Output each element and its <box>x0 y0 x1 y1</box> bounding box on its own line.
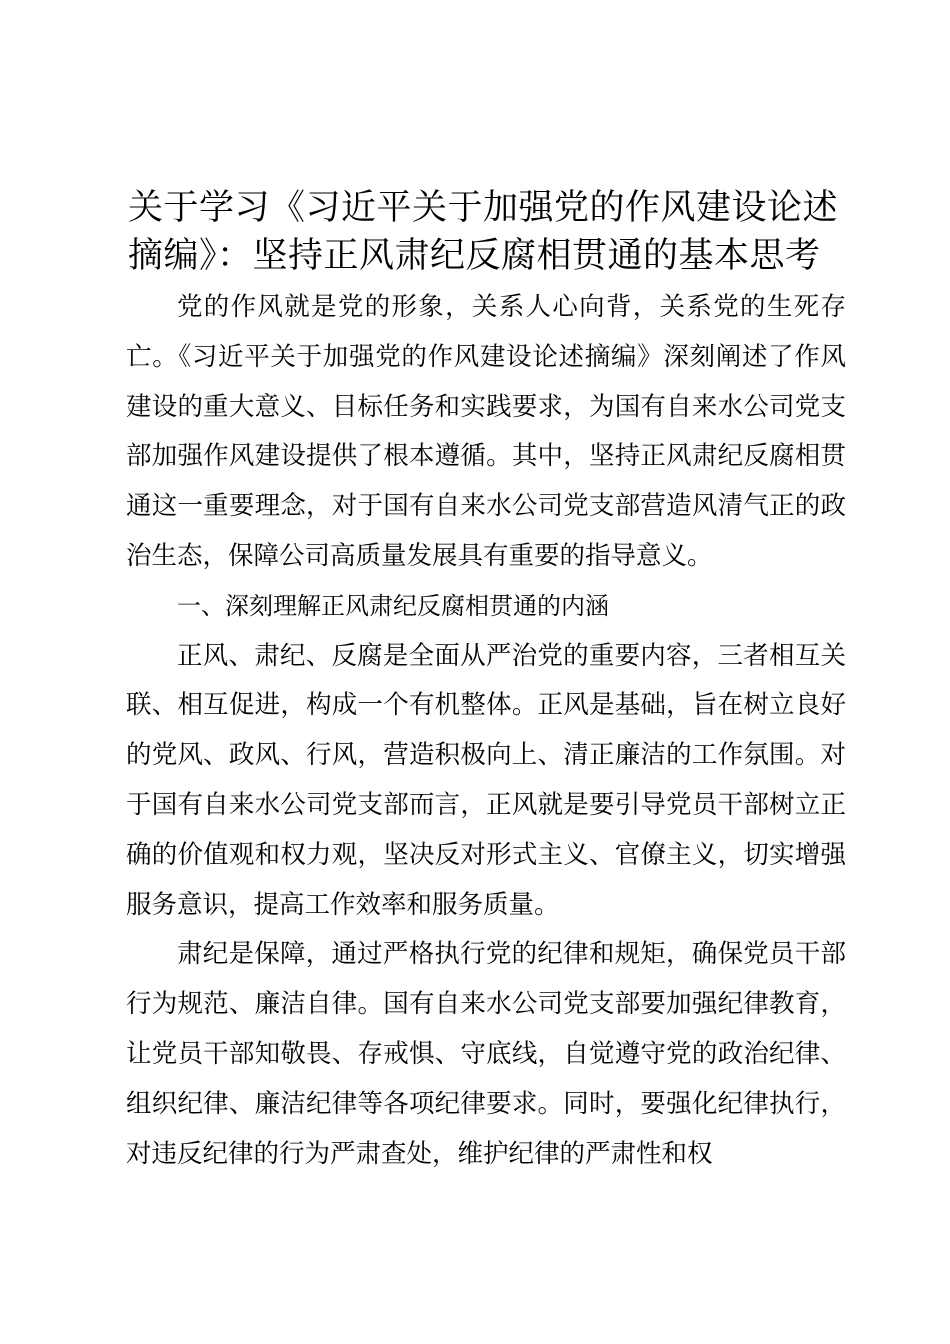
section-heading-1: 一、深刻理解正风肃纪反腐相贯通的内涵 <box>177 591 609 620</box>
title-line-1: 关于学习《习近平关于加强党的作风建设论述 <box>128 188 839 228</box>
document-title <box>128 184 838 280</box>
document-body <box>126 283 846 1179</box>
body-paragraph-zhengfeng: 正风、肃纪、反腐是全面从严治党的重要内容，三者相互关联、相互促进，构成一个有机整体。正风是基础，旨在树立良好的党风、政风、行风，营造积极向上、清正廉洁的工作氛围。对于国有自来水公司党支部而言，正风就是要引导党员干部树立正确的价值观和权力观，坚决反对形式主义、官僚主义，切实增强服务意识，提高工作效率和服务质量。 <box>126 640 846 920</box>
body-paragraph-suji: 肃纪是保障，通过严格执行党的纪律和规矩，确保党员干部行为规范、廉洁自律。国有自来水公司党支部要加强纪律教育，让党员干部知敬畏、存戒惧、守底线，自觉遵守党的政治纪律、组织纪律、廉洁纪律等各项纪律要求。同时，要强化纪律执行，对违反纪律的行为严肃查处，维护纪律的严肃性和权 <box>126 939 846 1169</box>
intro-paragraph: 党的作风就是党的形象，关系人心向背，关系党的生死存亡。《习近平关于加强党的作风建设论述摘编》深刻阐述了作风建设的重大意义、目标任务和实践要求，为国有自来水公司党支部加强作风建设提供了根本遵循。其中，坚持正风肃纪反腐相贯通这一重要理念，对于国有自来水公司党支部营造风清气正的政治生态，保障公司高质量发展具有重要的指导意义。 <box>126 292 846 571</box>
title-line-2: 摘编》：坚持正风肃纪反腐相贯通的基本思考 <box>128 236 821 276</box>
